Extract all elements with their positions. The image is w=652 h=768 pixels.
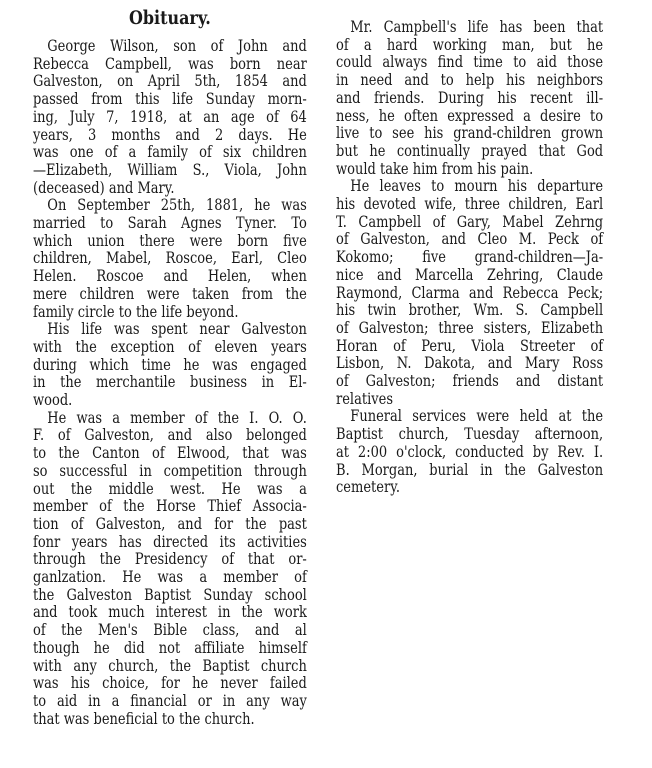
text-line: was one of a family of six children [33,143,307,162]
text-line: Rebecca Campbell, was born near [33,54,307,73]
text-line: live to see his grand-children grown [336,124,604,143]
text-line: On September 25th, 1881, he was [47,196,307,215]
text-line: Lisbon, N. Dakota, and Mary Ross [336,354,604,373]
text-line: of the Men's Bible class, and al [33,621,307,640]
text-line: Kokomo; five grand-children—Ja- [336,248,604,267]
text-line: but he continually prayed that God [336,141,604,160]
text-line: mere children were taken from the [33,284,307,303]
text-line: the Galveston Baptist Sunday school [33,585,307,604]
text-line: with any church, the Baptist church [33,656,307,675]
text-line: Galveston, on April 5th, 1854 and [33,72,307,91]
text-line: that was beneficial to the church. [33,709,255,728]
text-line: member of the Horse Thief Associa- [33,497,307,516]
obituary-title: Obituary. [128,7,211,29]
text-line: of Galveston, and Cleo M. Peck of [336,230,604,249]
text-line: so successful in competition through [33,461,307,480]
text-line: His life was spent near Galveston [47,320,307,339]
text-line: (deceased) and Mary. [33,178,175,197]
text-line: ness, he often expressed a desire to [336,106,604,125]
text-line: during which time he was engaged [33,355,307,374]
text-line: to the Canton of Elwood, that was [33,444,307,463]
text-line: Mr. Campbell's life has been that [350,18,604,36]
text-line: his devoted wife, three children, Earl [336,195,604,213]
text-line: He was a member of the I. O. O. [47,408,307,427]
text-line: Helen. Roscoe and Helen, when [33,267,307,286]
text-line: would take him from his pain. [336,159,534,178]
text-line: to aid in a financial or in any way [33,691,307,710]
text-line: nice and Marcella Zehring, Claude [336,265,604,284]
text-line: passed from this life Sunday morn- [33,90,307,109]
text-line: married to Sarah Agnes Tyner. To [33,214,307,232]
text-line: though he did not affiliate himself [33,638,307,657]
text-line: children, Mabel, Roscoe, Earl, Cleo [33,249,307,268]
text-line: of Galveston; three sisters, Elizabeth [336,318,604,337]
text-line: relatives [336,389,394,408]
text-line: in the merchantile business in El- [33,373,307,392]
text-line: Horan of Peru, Viola Streeter of [336,336,604,355]
text-line: T. Campbell of Gary, Mabel Zehrng [336,212,604,231]
text-line: wood. [33,391,73,409]
text-line: ing, July 7, 1918, at an age of 64 [33,107,307,126]
text-line: B. Morgan, burial in the Galveston [336,460,604,479]
text-line: of a hard working man, but he [336,35,604,54]
text-line: —Elizabeth, William S., Viola, John [33,160,307,179]
text-line: George Wilson, son of John and [47,37,307,55]
text-line: through the Presidency of that or- [33,550,307,569]
text-line: tion of Galveston, and for the past [33,514,307,533]
text-line: in need and to help his neighbors [336,71,604,90]
text-line: Raymond, Clarma and Rebecca Peck; [336,283,604,302]
text-line: and friends. During his recent ill- [336,88,604,107]
text-line: cemetery. [336,478,400,497]
text-line: fonr years has directed its activities [33,532,307,551]
text-line: could always find time to aid those [336,53,604,72]
text-line: Baptist church, Tuesday afternoon, [336,425,604,444]
text-line: and took much interest in the work [33,603,307,622]
text-line: He leaves to mourn his departure [350,177,604,196]
text-line: Funeral services were held at the [350,407,604,426]
text-line: out the middle west. He was a [33,479,307,498]
text-line: with the exception of eleven years [33,337,307,356]
text-line: F. of Galveston, and also belonged [33,426,307,445]
text-line: of Galveston; friends and distant [336,372,604,390]
text-line: years, 3 months and 2 days. He [33,125,307,144]
text-line: which union there were born five [33,231,307,250]
text-line: at 2:00 o'clock, conducted by Rev. I. [336,442,604,461]
text-line: his twin brother, Wm. S. Campbell [336,301,604,320]
text-line: ganlzation. He was a member of [33,568,307,586]
text-line: was his choice, for he never failed [33,674,307,693]
text-line: family circle to the life beyond. [33,302,239,321]
